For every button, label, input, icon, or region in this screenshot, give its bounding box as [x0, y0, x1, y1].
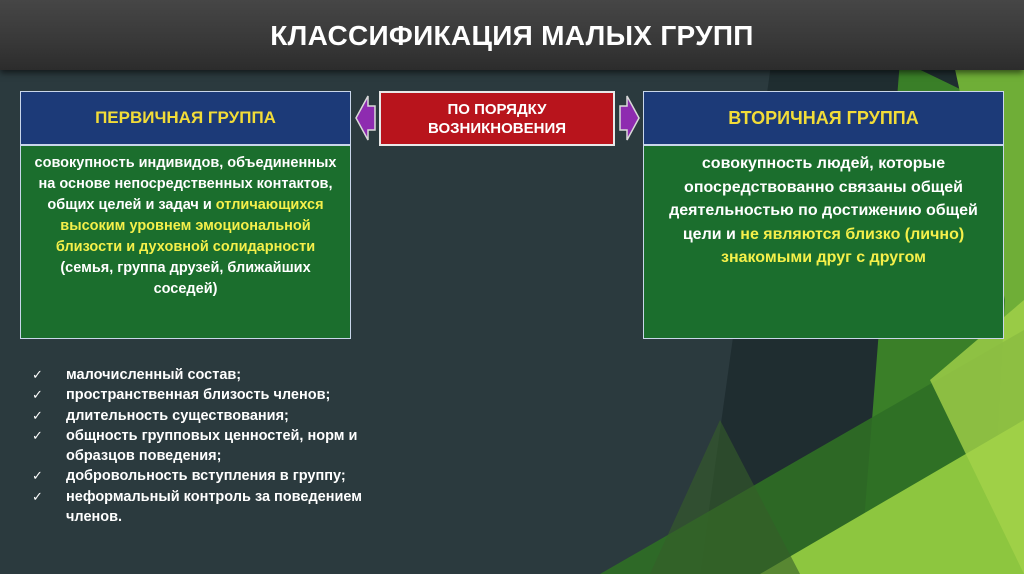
secondary-group-heading: ВТОРИЧНАЯ ГРУППА — [643, 91, 1004, 145]
primary-definition-text: совокупность индивидов, объединенных на основе непосредственных контактов, общих целей и задач и — [34, 155, 337, 213]
list-item: ✓ пространственная близость членов; — [32, 385, 362, 405]
checkmark-icon: ✓ — [32, 488, 43, 504]
list-item: ✓ малочисленный состав; — [32, 365, 362, 385]
title-bar — [0, 0, 1024, 70]
primary-group-heading: ПЕРВИЧНАЯ ГРУППА — [20, 91, 351, 145]
primary-definition-examples: (семья, группа друзей, ближайших соседей) — [60, 260, 311, 297]
secondary-group-definition — [643, 145, 1004, 339]
slide-title: КЛАССИФИКАЦИЯ МАЛЫХ ГРУПП — [270, 20, 754, 51]
checkmark-icon: ✓ — [32, 407, 43, 423]
checkmark-icon: ✓ — [32, 468, 43, 484]
checkmark-icon: ✓ — [32, 367, 43, 382]
criterion-box — [379, 91, 615, 146]
right-arrow-icon — [619, 93, 641, 143]
list-item: ✓ добровольность вступления в группу; — [32, 466, 362, 486]
secondary-definition-text: совокупность людей, которые опосредствованно связаны общей деятельностью по достижению общей цели и — [669, 155, 978, 243]
list-item: ✓ длительность существования; — [32, 406, 362, 426]
secondary-definition-highlight: не являются близко (лично) знакомыми друг с другом — [720, 225, 965, 266]
list-item: ✓ общность групповых ценностей, норм и образцов поведения; — [32, 427, 358, 465]
criterion-label: ПО ПОРЯДКУ ВОЗНИКНОВЕНИЯ — [427, 100, 567, 137]
checkmark-icon: ✓ — [32, 387, 43, 403]
list-item: ✓ неформальный контроль за поведением членов. — [32, 488, 362, 526]
checkmark-icon: ✓ — [32, 427, 43, 443]
primary-definition-highlight: отличающихся высоким уровнем эмоциональной близости и духовной солидарности — [55, 197, 324, 255]
left-arrow-icon — [354, 93, 376, 143]
primary-group-definition — [20, 145, 351, 339]
primary-group-features-list — [32, 365, 362, 527]
